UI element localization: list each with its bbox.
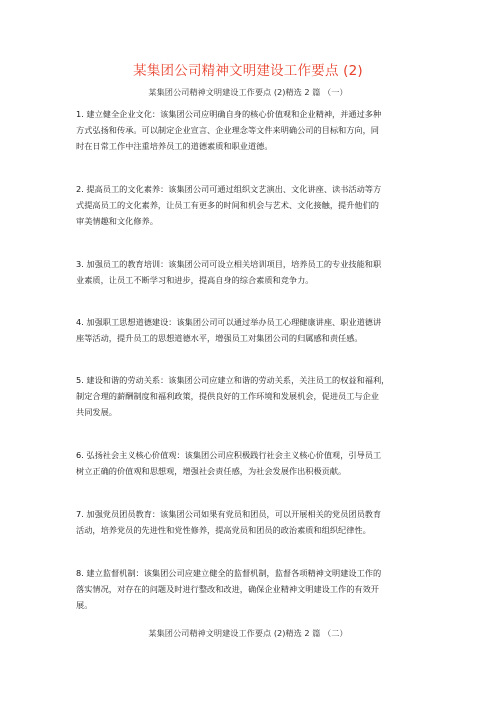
paragraph-4 — [76, 314, 426, 346]
paragraph-5 — [76, 372, 426, 420]
paragraph-line: 活动，培养党员的先进性和党性修养，提高党员和团员的政治素质和组织纪律性。 — [76, 525, 371, 535]
paragraph-line: 时在日常工作中注重培养员工的道德素质和职业道德。 — [76, 141, 273, 151]
paragraph-line: 业素质，让员工不断学习和进步，提高自身的综合素质和竞争力。 — [76, 275, 314, 285]
paragraph-2 — [76, 181, 426, 229]
paragraph-line: 3. 加强员工的教育培训：该集团公司可设立相关培训项目，培养员工的专业技能和职 — [76, 259, 382, 269]
paragraph-line: 7. 加强党员团员教育：该集团公司如果有党员和团员，可以开展相关的党员团员教育 — [76, 509, 382, 519]
paragraph-7 — [76, 506, 426, 538]
paragraph-line: 1. 建立健全企业文化：该集团公司应明确自身的核心价值观和企业精神，并通过多种 — [76, 109, 382, 119]
paragraph-line: 树立正确的价值观和思想观，增强社会责任感，为社会发展作出积极贡献。 — [76, 466, 347, 476]
paragraph-line: 8. 建立监督机制：该集团公司应建立健全的监督机制，监督各项精神文明建设工作的 — [76, 568, 382, 578]
paragraph-line: 展。 — [76, 600, 93, 610]
paragraph-line: 落实情况，对存在的问题及时进行整改和改进，确保企业精神文明建设工作的有效开 — [76, 584, 379, 594]
paragraph-line: 式提高员工的文化素养，让员工有更多的时间和机会与艺术、文化接触，提升他们的 — [76, 200, 379, 210]
paragraph-line: 制定合理的薪酬制度和福利政策，提供良好的工作环境和发展机会，促进员工与企业 — [76, 391, 379, 401]
paragraph-3 — [76, 256, 426, 288]
section-heading: 某集团公司精神文明建设工作要点 (2)精选 2 篇 （一） — [148, 87, 348, 97]
paragraph-8 — [76, 565, 426, 613]
paragraph-line: 6. 弘扬社会主义核心价值观：该集团公司应积极践行社会主义核心价值观，引导员工 — [76, 450, 382, 460]
paragraph-line: 座等活动，提升员工的思想道德水平，增强员工对集团公司的归属感和责任感。 — [76, 333, 363, 343]
section-heading-next: 某集团公司精神文明建设工作要点 (2)精选 2 篇 （二） — [148, 628, 348, 638]
page-title: 某集团公司精神文明建设工作要点 (2) — [133, 63, 363, 79]
paragraph-line: 方式弘扬和传承。可以制定企业宣言、企业理念等文件来明确公司的目标和方向，同 — [76, 125, 379, 135]
paragraph-1 — [76, 106, 426, 154]
paragraph-line: 共同发展。 — [76, 407, 117, 417]
paragraph-6 — [76, 447, 426, 479]
paragraph-line: 5. 建设和谐的劳动关系：该集团公司应建立和谐的劳动关系，关注员工的权益和福利， — [76, 375, 390, 385]
paragraph-line: 2. 提高员工的文化素养：该集团公司可通过组织文艺演出、文化讲座、读书活动等方 — [76, 184, 382, 194]
paragraph-line: 审美情趣和文化修养。 — [76, 216, 158, 226]
paragraph-line: 4. 加强职工思想道德建设：该集团公司可以通过举办员工心理健康讲座、职业道德讲 — [76, 317, 382, 327]
